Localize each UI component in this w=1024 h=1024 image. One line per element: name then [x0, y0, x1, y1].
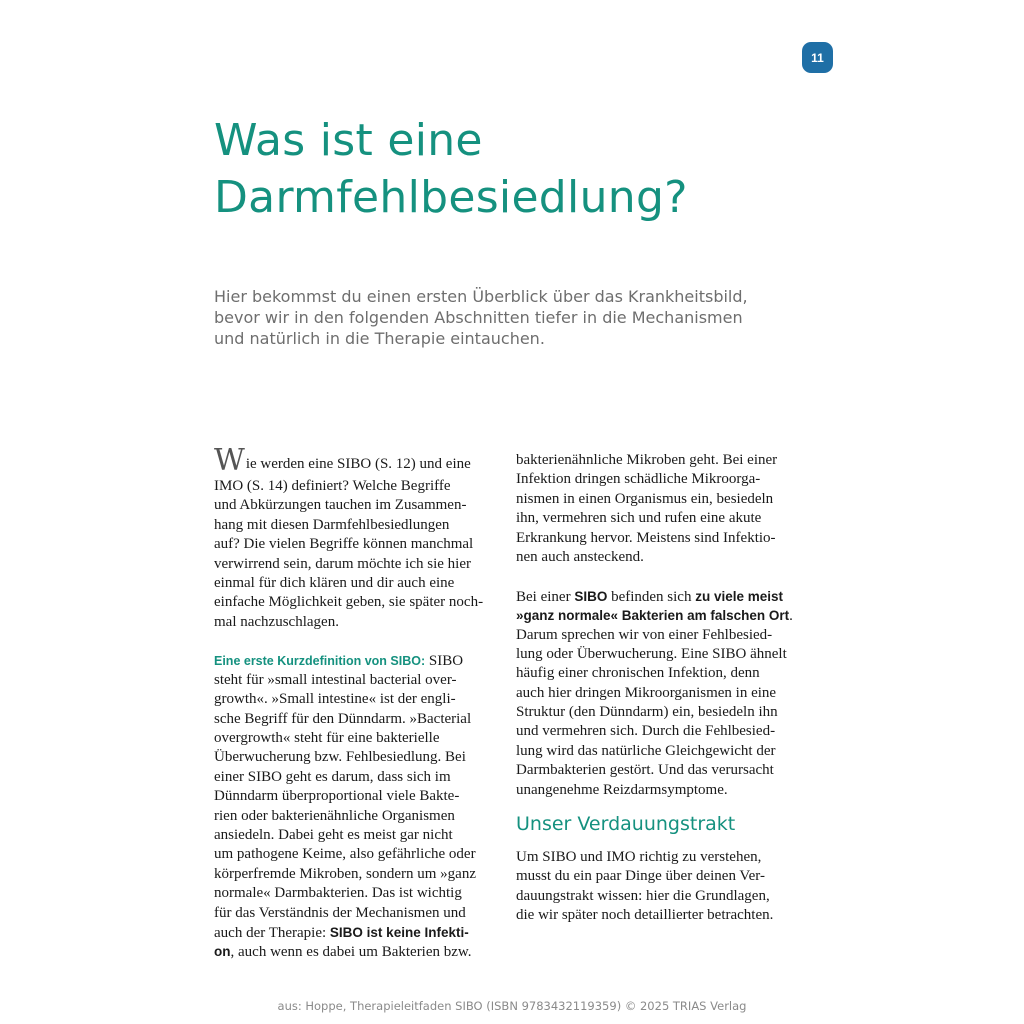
- text-line: für das Verständnis der Mechanismen und: [214, 904, 466, 921]
- text-line: [214, 652, 494, 671]
- text-line: [516, 587, 796, 606]
- text-fragment: .: [789, 608, 793, 625]
- text-line: sche Begriff für den Dünndarm. »Bacterial: [214, 710, 472, 727]
- text-line: steht für »small intestinal bacterial over-: [214, 671, 457, 688]
- text-line: Dünndarm überproportional viele Bakte-: [214, 788, 460, 805]
- text-fragment: befinden sich: [607, 588, 696, 605]
- text-line: Darmbakterien gestört. Und das verursacht: [516, 762, 774, 779]
- text-line: und Abkürzungen tauchen im Zusammen-: [214, 497, 467, 514]
- text-line: dauungstrakt wissen: hier die Grundlagen,: [516, 887, 770, 904]
- paragraph: [516, 451, 796, 567]
- text-line: Struktur (den Dünndarm) ein, besiedeln ihn: [516, 704, 778, 721]
- text-line: ihn, vermehren sich und rufen eine akute: [516, 510, 762, 527]
- text-line: overgrowth« steht für eine bakterielle: [214, 730, 440, 747]
- text-fragment: auch der Therapie:: [214, 924, 330, 941]
- text-fragment: ie werden eine SIBO (S. 12) und eine: [245, 456, 471, 472]
- source-footer: aus: Hoppe, Therapieleitfaden SIBO (ISBN 9783432119359) © 2025 TRIAS Verlag: [277, 999, 747, 1013]
- text-line: normale« Darmbakterien. Das ist wichtig: [214, 885, 462, 902]
- text-line: growth«. »Small intestine« ist der engli-: [214, 691, 456, 708]
- text-fragment: , auch wenn es dabei um Bakterien bzw.: [230, 944, 472, 961]
- text-fragment: Bei einer: [516, 588, 575, 605]
- intro-paragraph: [214, 286, 804, 349]
- intro-line: Hier bekommst du einen ersten Überblick über das Krankheitsbild,: [214, 287, 748, 306]
- text-line: körperfremde Mikroben, sondern um »ganz: [214, 865, 477, 882]
- text-line: lung wird das natürliche Gleichgewicht der: [516, 742, 776, 759]
- left-column: [214, 443, 494, 962]
- title-line: Darmfehlbesiedlung?: [214, 172, 688, 223]
- text-line: nen auch ansteckend.: [516, 548, 644, 565]
- emphasis-text: SIBO ist keine Infekti-: [329, 924, 469, 940]
- intro-line: bevor wir in den folgenden Abschnitten tiefer in die Mechanismen: [214, 308, 743, 327]
- text-line: auf? Die vielen Begriffe können manchmal: [214, 536, 474, 553]
- intro-line: und natürlich in die Therapie eintauchen.: [214, 329, 545, 348]
- emphasis-text: »ganz normale« Bakterien am falschen Ort: [516, 608, 790, 624]
- text-line: lung oder Überwucherung. Eine SIBO ähnelt: [516, 645, 787, 662]
- text-line: [214, 923, 494, 942]
- text-line: Erkrankung hervor. Meistens sind Infektio-: [516, 529, 776, 546]
- text-line: IMO (S. 14) definiert? Welche Begriffe: [214, 478, 451, 494]
- paragraph: [516, 587, 796, 800]
- text-line: die wir später noch detaillierter betrachten.: [516, 907, 774, 924]
- page-title: [214, 112, 814, 226]
- text-line: Überwucherung bzw. Fehlbesiedlung. Bei: [214, 749, 466, 766]
- page-number-badge: 11: [802, 42, 833, 73]
- paragraph: [214, 652, 494, 962]
- text-line: mal nachzuschlagen.: [214, 613, 339, 630]
- drop-cap: W: [214, 443, 245, 478]
- paragraph: [516, 848, 796, 926]
- text-line: auch hier dringen Mikroorganismen in eine: [516, 684, 777, 701]
- text-line: einfache Möglichkeit geben, sie später noch-: [214, 594, 484, 611]
- text-line: musst du ein paar Dinge über deinen Ver-: [516, 868, 765, 885]
- text-line: rien oder bakterienähnliche Organismen: [214, 807, 455, 824]
- text-fragment: SIBO: [425, 652, 464, 669]
- text-line: Infektion dringen schädliche Mikroorga-: [516, 471, 761, 488]
- emphasis-text: SIBO: [574, 588, 608, 604]
- text-line: [214, 942, 494, 961]
- emphasis-text: zu viele meist: [695, 588, 784, 604]
- text-line: einmal für dich klären und dir auch eine: [214, 574, 455, 591]
- text-line: und vermehren sich. Durch die Fehlbesied-: [516, 723, 776, 740]
- text-line: unangenehme Reizdarmsymptome.: [516, 781, 728, 798]
- text-line: um pathogene Keime, also gefährliche oder: [214, 846, 476, 863]
- text-line: [516, 606, 796, 625]
- paragraph: [214, 443, 494, 632]
- text-line: bakterienähnliche Mikroben geht. Bei einer: [516, 452, 778, 468]
- text-line: [214, 443, 494, 478]
- text-line: einer SIBO geht es darum, dass sich im: [214, 768, 451, 785]
- text-line: Um SIBO und IMO richtig zu verstehen,: [516, 849, 762, 866]
- text-line: Darum sprechen wir von einer Fehlbesied-: [516, 626, 773, 643]
- text-line: ansiedeln. Dabei geht es meist gar nicht: [214, 827, 453, 844]
- section-heading: Unser Verdauungstrakt: [516, 813, 736, 836]
- text-line: häufig einer chronischen Infektion, denn: [516, 665, 760, 682]
- text-line: nismen in einen Organismus ein, besiedeln: [516, 490, 774, 507]
- text-line: hang mit diesen Darmfehlbesiedlungen: [214, 516, 450, 533]
- text-line: verwirrend sein, darum möchte ich sie hier: [214, 555, 471, 572]
- right-column: [516, 451, 796, 926]
- emphasis-text: on: [214, 944, 231, 960]
- lead-in-heading: Eine erste Kurzdefinition von SIBO:: [214, 653, 426, 668]
- title-line: Was ist eine: [214, 115, 483, 166]
